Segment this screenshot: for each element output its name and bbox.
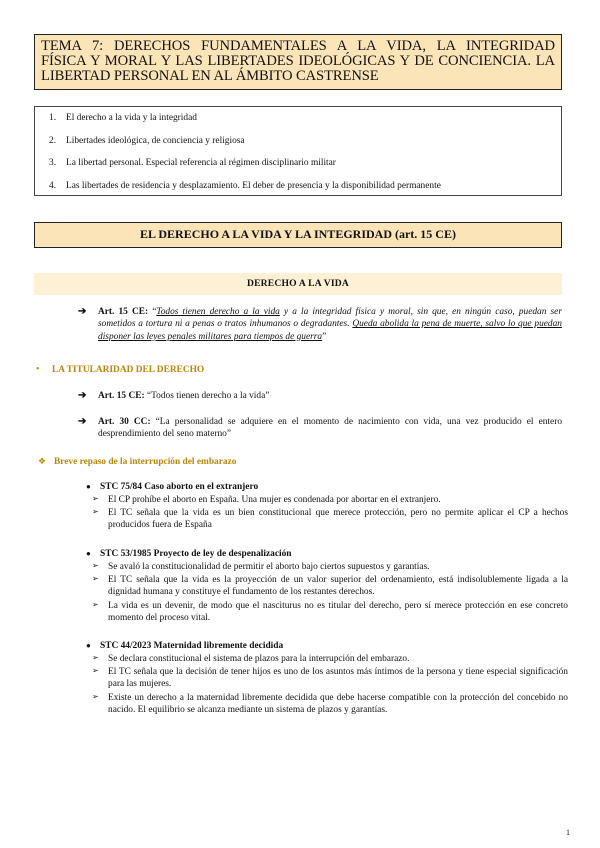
arrow-bullet-icon: ➔ — [78, 306, 87, 317]
art15-middle: y a la integridad física y moral, sin que, en ningún caso, puedan ser sometidos a tortura ni a penas o tratos inhumanos o degradantes. — [98, 307, 562, 330]
art15-paragraph — [98, 306, 562, 343]
stc3-point: Se declara constitucional el sistema de plazos para la interrupción del embarazo. — [108, 654, 410, 664]
title-line-2: FÍSICA Y MORAL Y LAS LIBERTADES IDEOLÓGICAS Y DE CONCIENCIA. LA — [41, 53, 555, 70]
toc-text: Las libertades de residencia y desplazamiento. El deber de presencia y la disponibilidad permanente — [66, 180, 441, 191]
art15-short-paragraph — [98, 390, 562, 402]
toc-number: 1. — [49, 113, 57, 123]
stc2-point: Se avaló la constitucionalidad de permitir el aborto bajo ciertos supuestos y garantías. — [108, 562, 430, 572]
quote: “ — [148, 307, 157, 317]
sub-arrow-icon: ➢ — [92, 494, 99, 503]
sub-arrow-icon: ➢ — [92, 653, 99, 662]
page-number: 1 — [566, 828, 570, 837]
stc1-title: STC 75/84 Caso aborto en el extranjero — [100, 482, 259, 492]
stc2-title: STC 53/1985 Proyecto de ley de despenalización — [100, 549, 292, 559]
title-line-1: TEMA 7: DERECHOS FUNDAMENTALES A LA VIDA, LA INTEGRIDAD — [41, 38, 555, 54]
titularidad-heading: LA TITULARIDAD DEL DERECHO — [52, 365, 205, 375]
toc-text: La libertad personal. Especial referencia al régimen disciplinario militar — [66, 158, 336, 168]
toc-text: El derecho a la vida y la integridad — [66, 113, 197, 123]
art15-underlined-1: Todos tienen derecho a la vida — [156, 307, 280, 317]
sub-arrow-icon: ➢ — [92, 666, 99, 675]
document-title-box — [34, 34, 562, 90]
toc-item — [49, 136, 561, 159]
stc1-point: El CP prohíbe el aborto en España. Una mujer es condenada por abortar en el extranjero. — [108, 495, 441, 505]
section-title: EL DERECHO A LA VIDA Y LA INTEGRIDAD (art. 15 CE) — [34, 222, 562, 248]
art15-short-label: Art. 15 CE: — [98, 391, 145, 401]
stc3-title: STC 44/2023 Maternidad libremente decidida — [100, 641, 284, 651]
sub-arrow-icon: ➢ — [92, 507, 99, 516]
stc3-point: El TC señala que la decisión de tener hijos es uno de los asuntos más íntimos de la persona y tiene especial significación para las mujeres. — [108, 667, 568, 690]
stc3-point: Existe un derecho a la maternidad libremente decidida que debe hacerse compatible con la protección del concebido no nacido. El equilibrio se alcanza mediante un sistema de plazos y garantías. — [108, 693, 568, 716]
arrow-bullet-icon: ➔ — [78, 416, 87, 427]
art15-short-text: “Todos tienen derecho a la vida” — [144, 391, 270, 401]
stc1-point: El TC señala que la vida es un bien constitucional que merece protección, pero no permite aplicar el CP a hechos producidos fuera de España — [108, 508, 568, 531]
toc-number: 2. — [49, 135, 57, 146]
toc-item — [49, 113, 561, 136]
arrow-bullet-icon: ➔ — [78, 390, 87, 401]
bullet-dot-icon: • — [36, 364, 40, 375]
sub-arrow-icon: ➢ — [92, 692, 99, 701]
art15-underlined-2: Queda abolida la pena de muerte, salvo lo que puedan disponer las leyes penales militares para tiempos de guerra — [98, 319, 562, 342]
interrupcion-heading: Breve repaso de la interrupción del embarazo — [54, 457, 237, 467]
stc2-point: La vida es un devenir, de modo que el nasciturus no es titular del derecho, pero sí merece protección en ese concreto momento del proceso vital. — [108, 601, 568, 624]
art30-text: “La personalidad se adquiere en el momento de nacimiento con vida, una vez producido el entero desprendimiento del seno materno” — [98, 417, 563, 440]
diamond-bullet-icon: ❖ — [38, 456, 47, 466]
sub-arrow-icon: ➢ — [92, 561, 99, 570]
toc-item — [49, 181, 561, 204]
sub-arrow-icon: ➢ — [92, 600, 99, 609]
disc-bullet-icon: ● — [86, 641, 91, 650]
subsection-title: DERECHO A LA VIDA — [34, 273, 562, 295]
toc-text: Libertades ideológica, de conciencia y religiosa — [66, 135, 245, 146]
quote: ” — [322, 331, 327, 342]
sub-arrow-icon: ➢ — [92, 574, 99, 583]
toc-number: 4. — [49, 180, 57, 191]
art30-paragraph — [98, 416, 562, 441]
stc2-point: El TC señala que la vida es la proyección de un valor superior del ordenamiento, está indisolublemente ligada a la dignidad humana y constituye el fundamento de los restantes derechos. — [108, 575, 568, 598]
title-line-3: LIBERTAD PERSONAL EN AL ÁMBITO CASTRENSE — [41, 68, 379, 85]
toc-item — [49, 158, 561, 181]
table-of-contents — [34, 106, 562, 196]
art30-label: Art. 30 CC: — [98, 417, 151, 427]
disc-bullet-icon: ● — [86, 549, 91, 558]
art15-label: Art. 15 CE: — [98, 307, 149, 317]
toc-number: 3. — [49, 158, 57, 168]
disc-bullet-icon: ● — [86, 482, 91, 491]
